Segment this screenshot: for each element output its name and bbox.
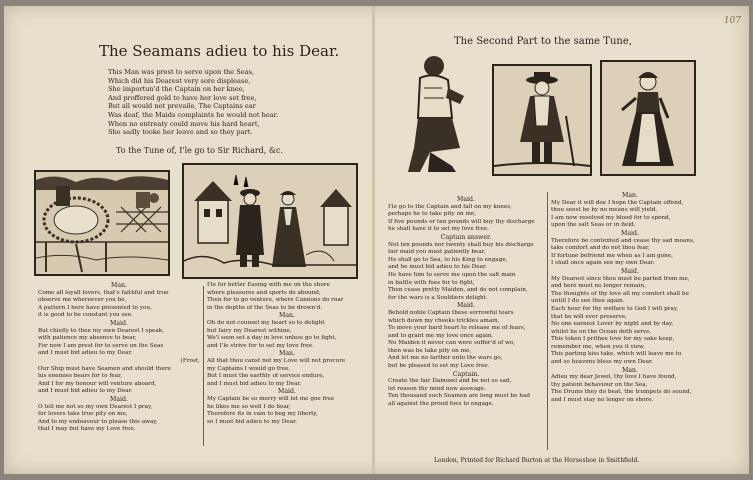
verse-line: and to grant me my love once again. [388,332,494,339]
verse-line: whilst he on the Ocean doth serve. [551,328,652,335]
verse-column-4 [551,192,709,405]
verse-line: He shall go to Sea, to his King to engage, [388,256,508,263]
verse-line: Maid. [278,388,296,396]
verse-line: And let me no farther unto the wars go, [388,355,503,362]
verse-line: and I must bid adieu to my Dear. [38,350,133,357]
verse-line: untill I do see thee again. [551,298,625,305]
column-rule [203,286,204,446]
couple-scene-icon [184,165,356,277]
verse-line: with patience my absence to bear, [38,335,137,342]
intro-line: When no entreaty could move his hard heart, [108,119,260,128]
verse-column-3 [388,196,544,409]
folio-number: 107 [723,16,741,26]
verse-line: for the wars is a Souldiers delight. [388,294,488,301]
verse-line: but be pleased to set my Love free. [388,363,490,370]
woodcut-garden-image [34,170,170,276]
verse-line: Captain. [452,370,480,378]
verse-line: and I must bid adieu to my Dear. [38,388,133,395]
verse-line: but fairy my Dearest withine, [207,327,292,334]
verse-line: Man. [622,366,638,374]
verse-line: My Captain be so merry will let me goe free [207,395,335,402]
verse-line: O tell me not so my own Dearest I pray, [38,403,153,410]
verse-line: then was he take pity on me, [388,347,472,354]
verse-line: Then cease pretty Maiden, and do not complain, [388,287,528,294]
broadside-sheet [4,6,749,474]
verse-line: My Dear it will doe I hope the Captain offend, [551,199,684,206]
verse-line: I shall once again see my own Dear. [551,260,655,267]
verse-line: my Captains I would go free, [207,365,291,372]
intro-line: She sadly tooke her leave and so they part. [108,128,253,137]
verse-line: This token I prithee love for my sake keep, [551,336,675,343]
verse-line: But I must the earthly of service endure, [207,373,325,380]
verse-line: He have him to serve me upon the salt main [388,271,516,278]
left-title: The Seamans adieu to his Dear. [99,42,340,60]
verse-line: And I for my honour will venture aboard, [38,380,157,387]
verse-line: Adieu my dear Jewel, thy love I have found, [551,374,677,381]
verse-line: (Frost, [180,357,200,364]
verse-line: My Dearest since thou must be parted from me, [551,275,690,282]
verse-line: and I must stay no longer on shore. [551,397,654,404]
verse-line: fair maid you must patiently bear, [388,249,486,256]
verse-line: No Maiden it never can were suffer'd of wo, [388,340,516,347]
lady-figure-icon [602,62,694,174]
verse-line: I'le go to the Captain and fall on my knees, [388,203,512,210]
verse-line: For now I am prest for to serve on the Seas [38,342,164,349]
verse-line: Each hour for thy welfare to God I will pray, [551,305,679,312]
intro-verse [108,68,338,137]
verse-column-1 [38,282,200,434]
verse-line: Captain answer. [440,233,492,241]
verse-line: Therefore be contented and cease thy sad moans, [551,237,695,244]
verse-line: But chiefly to thee my own Dearest I speak, [38,327,165,334]
verse-line: Come all loyall lovers, that's faithful and true [38,289,169,296]
verse-column-2 [207,282,367,426]
verse-line: I'le for better Easing with me on the shore [207,282,330,288]
verse-line: I am now resolved my blood for to spend, [551,214,671,221]
verse-line: and I'le strive for to set my love free. [207,342,314,349]
verse-line: in the depths of the Seas to be drown'd. [207,304,323,311]
verse-line: All that thou canst not my Love will not procure [207,357,346,364]
verse-line: take comfort and do not thou fear, [551,245,650,252]
verse-line: If fortune befriend me when as I am gone, [551,252,673,259]
intro-line: This Man was prest to serve upon the Seas, [108,68,255,76]
verse-line: Man. [279,350,295,358]
column-rule [547,192,548,450]
verse-line: Man. [279,312,295,320]
verse-line: And to my endeavour to please this away, [38,418,158,425]
verse-line: Maid. [457,302,475,310]
verse-line: for lovers take true pity on me, [38,411,128,418]
verse-line: and he must bid adieu to his Dear. [388,264,487,271]
intro-line: She importun'd the Captain on her knee, [108,85,245,94]
verse-line: No one earnest Lover by night and by day, [551,321,674,328]
page-fold [372,6,375,474]
verse-line: To move your hard heart to release me of fears, [388,325,526,332]
verse-line: that I may but have my Love free. [38,426,136,433]
kneeling-figure-icon [390,48,476,176]
verse-line: Maid. [110,395,128,403]
verse-line: which down my cheeks trickles amain, [388,317,500,324]
verse-line: that he will ever preserve, [551,313,627,320]
verse-line: in battle with foes for to fight, [388,279,475,286]
verse-line: he shall have it to set my love free. [388,226,489,233]
verse-line: This parting kiss take, which will leave me to [551,351,682,358]
verse-line: Our Ship must have Seamen and should there [38,365,171,372]
verse-line: thy patient behaviour on the Sea, [551,381,648,388]
verse-line: all against the proud foes to engage. [388,401,494,408]
verse-line: his enemies bears for to fear, [38,373,123,380]
intro-line: Was deaf, the Maids complaints he would not hear. [108,110,279,119]
verse-line: Maid. [621,229,639,237]
verse-line: Then for to go venture, where Cannons do roar [207,297,344,304]
woodcut-couple-image [182,163,358,279]
gentleman-figure-icon [494,66,590,174]
verse-line: A pattern I here have presented to you, [38,304,152,311]
verse-line: thou seest he by no means will yield, [551,207,658,214]
verse-line: Man. [111,282,127,289]
verse-line: Maid. [621,267,639,275]
verse-line: observe me whereever you be, [38,297,127,304]
verse-line: where pleasures and sports do abound, [207,289,321,296]
verse-line: and here must no longer remain, [551,283,646,290]
intro-line: And proffered gold to have her love set free, [108,93,257,102]
verse-line: The Drums they do beat, the trumpets do sound, [551,389,692,396]
verse-line: and I must bid adieu to my Dear. [207,380,302,387]
imprint-line: London, Printed for Richard Burton at the Horseshoe in Smithfield. [434,457,640,464]
verse-line: We'l soon set a day in love unless go to fight, [207,335,337,342]
woodcut-kneeling-figure-image [390,48,476,176]
verse-line: Maid. [457,196,475,203]
verse-line: and so heavens bless my own Dear. [551,359,653,366]
intro-line: But all would not prevaile, The Captains ear [108,102,256,111]
verse-line: Create the fair Damosel and be not so sad, [388,378,512,385]
verse-line: Oh do not counsel my heart so to delight [207,319,325,326]
garden-scene-icon [36,172,168,274]
right-title: The Second Part to the same Tune, [454,36,632,47]
woodcut-lady-image [600,60,696,176]
woodcut-gentleman-image [492,64,592,176]
verse-line: let reason thy mind now asswage. [388,385,486,392]
verse-line: perhaps he to take pity on me, [388,211,477,218]
verse-line: Maid. [110,319,128,327]
verse-line: it is good to be constant you see. [38,312,133,319]
verse-line: Behold noble Captain these sorrowful tears [388,309,514,316]
tune-line: To the Tune of, I'le go to Sir Richard, &c. [116,146,284,155]
verse-line: so I must bid adieu to my Dear. [207,418,298,425]
verse-line: Therefore its in vain to beg my liberty, [207,411,318,418]
verse-line: If five pounds or ten pounds will buy thy discharge [388,218,535,225]
intro-line: Which did his Dearest very sore displease, [108,76,251,85]
verse-line: upon the salt Seas or in field. [551,222,636,229]
verse-line: he likes me so well I do hear, [207,403,291,410]
verse-line: The thoughts of thy love all my comfort shall be [551,290,689,297]
verse-line: remember me, when you it view, [551,343,645,350]
verse-line: Man. [622,192,638,199]
verse-line: Not ten pounds nor twenty shall buy his discharge [388,241,534,248]
verse-line: Ten thousand such Seamen are long must be had [388,393,530,400]
